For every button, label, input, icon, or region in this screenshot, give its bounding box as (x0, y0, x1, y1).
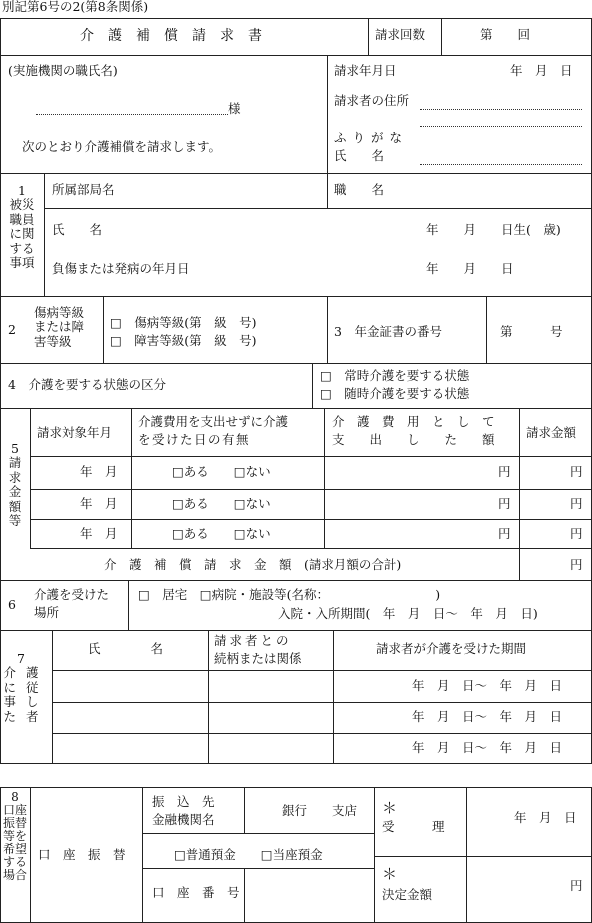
caregiver-1-period: 年 月 日〜 年 月 日 (412, 678, 563, 693)
pension-value: 第 号 (500, 324, 563, 339)
address-label: 請求者の住所 (334, 93, 410, 108)
post-label: 職 名 (334, 182, 385, 197)
claim-date-label: 請求年月日 (334, 63, 397, 78)
row1-cost: 円 (498, 464, 511, 479)
dept-label: 所属部局名 (52, 182, 115, 197)
col-cost-1: 介 護 費 用 と し て (332, 414, 495, 429)
decision-mark: ＊ (382, 865, 398, 883)
divider (142, 833, 374, 834)
divider (327, 55, 328, 174)
divider (333, 630, 334, 764)
section-6-label-2: 場所 (34, 605, 60, 620)
form-title: 介 護 補 償 請 求 書 (80, 28, 262, 44)
col-unpaid-care-1: 介護費用を支出せずに介護 (138, 414, 289, 429)
row1-month: 年 月 (80, 464, 118, 479)
divider (30, 519, 592, 520)
birth-date: 年 月 日生( 歳) (426, 222, 561, 237)
form-reference: 別記第6号の2(第8条関係) (2, 0, 149, 14)
divider (142, 787, 143, 923)
total-value: 円 (570, 557, 583, 572)
disability-option-1[interactable]: □ 傷病等級(第 級 号) (110, 315, 257, 330)
care-place-options[interactable]: □ 居宅 □病院・施設等(名称： ) (138, 587, 441, 602)
decision-value: 円 (570, 878, 583, 893)
account-number-label: 口 座 番 号 (152, 885, 240, 900)
claim-count-value: 第 回 (480, 27, 531, 42)
section-1-label: 1 被災 職員 に関 する 事項 (9, 183, 35, 270)
name-label: 氏 名 (334, 148, 385, 163)
received-label: 受 理 (382, 819, 445, 834)
address-line-2[interactable] (420, 126, 582, 127)
claim-count-label: 請求回数 (375, 27, 426, 42)
divider (368, 18, 369, 55)
row2-cost: 円 (498, 496, 511, 511)
divider (486, 296, 487, 364)
divider (52, 670, 592, 671)
row2-option[interactable]: □ある □ない (172, 496, 271, 511)
col-caregiver-name: 氏 名 (88, 641, 164, 656)
col-unpaid-care-2: を受けた日の有無 (138, 432, 251, 447)
account-transfer-label: 口 座 振 替 (38, 847, 126, 862)
section-5-label: 5 請 求 金 額 等 (8, 441, 22, 528)
received-date: 年 月 日 (514, 810, 577, 825)
row3-option[interactable]: □ある □ない (172, 526, 271, 541)
received-mark: ＊ (382, 799, 398, 817)
divider (327, 173, 328, 208)
divider (208, 630, 209, 764)
total-label: 介 護 補 償 請 求 金 額 (請求月額の合計) (104, 557, 402, 572)
care-state-option-1[interactable]: □ 常時介護を要する状態 (320, 368, 470, 383)
divider (103, 296, 104, 364)
divider (30, 456, 592, 457)
section-7-label: 7 介護 に従 事し た者 (3, 651, 49, 724)
bank-label-2: 金融機関名 (152, 812, 215, 827)
divider (466, 787, 467, 923)
divider (30, 787, 31, 923)
divider (52, 702, 592, 703)
row2-amount: 円 (570, 496, 583, 511)
row3-amount: 円 (570, 526, 583, 541)
divider (30, 408, 31, 548)
divider (131, 408, 132, 548)
divider (30, 548, 592, 549)
col-cost-2: 支 出 し た 額 (332, 432, 495, 447)
row3-cost: 円 (498, 526, 511, 541)
request-text: 次のとおり介護補償を請求します。 (22, 139, 222, 154)
care-state-label: 4 介護を要する状態の区分 (8, 377, 166, 392)
sama-label: 様 (228, 101, 241, 116)
divider (519, 408, 520, 581)
caregiver-2-period: 年 月 日〜 年 月 日 (412, 709, 563, 724)
claim-date-value: 年 月 日 (510, 63, 573, 78)
divider (312, 363, 313, 409)
row1-amount: 円 (570, 464, 583, 479)
col-relation-1: 請求者との (214, 633, 292, 648)
divider (142, 868, 374, 869)
injury-date-value: 年 月 日 (426, 261, 514, 276)
disability-option-2[interactable]: □ 障害等級(第 級 号) (110, 333, 257, 348)
divider (52, 733, 592, 734)
account-number-field[interactable] (250, 905, 368, 906)
divider (324, 408, 325, 548)
caregiver-3-period: 年 月 日〜 年 月 日 (412, 740, 563, 755)
pension-label: 3 年金証書の番号 (334, 324, 442, 339)
row1-option[interactable]: □ある □ない (172, 464, 271, 479)
bank-branch-value: 銀行 支店 (282, 803, 358, 818)
agency-name-line[interactable] (36, 114, 228, 115)
col-claim-month: 請求対象年月 (37, 425, 113, 440)
divider (374, 787, 375, 923)
victim-name-label: 氏 名 (52, 222, 103, 237)
divider (441, 18, 442, 55)
address-line-1[interactable] (420, 109, 582, 110)
divider (244, 868, 245, 923)
injury-date-label: 負傷または発病の年月日 (52, 261, 190, 276)
col-amount: 請求金額 (526, 425, 577, 440)
section-8-label: 8 口座 振替 等を 希望 する 場合 (2, 790, 27, 882)
row3-month: 年 月 (80, 526, 118, 541)
divider (0, 55, 592, 56)
divider (52, 630, 53, 764)
section-2-number: 2 (8, 322, 16, 337)
row2-month: 年 月 (80, 496, 118, 511)
name-line[interactable] (420, 164, 582, 165)
care-state-option-2[interactable]: □ 随時介護を要する状態 (320, 386, 470, 401)
agency-label: (実施機関の職氏名) (8, 63, 118, 78)
furigana-label: ふりがな (334, 130, 409, 145)
section-6-number: 6 (8, 597, 16, 612)
deposit-type-options[interactable]: □普通預金 □当座預金 (174, 847, 323, 862)
col-relation-2: 続柄または関係 (214, 651, 302, 666)
bank-label-1: 振 込 先 (152, 794, 215, 809)
divider (128, 580, 129, 631)
section-2-label: 傷病等級 または障 害等級 (34, 305, 85, 349)
divider (44, 173, 45, 297)
col-care-period: 請求者が介護を受けた期間 (376, 641, 527, 656)
divider (30, 489, 592, 490)
section-6-label-1: 介護を受けた (34, 587, 110, 602)
stay-period: 入院・入所期間( 年 月 日〜 年 月 日) (278, 606, 538, 621)
divider (327, 296, 328, 364)
divider (44, 208, 592, 209)
divider (374, 856, 592, 857)
decision-label: 決定金額 (382, 887, 433, 902)
divider (244, 787, 245, 833)
